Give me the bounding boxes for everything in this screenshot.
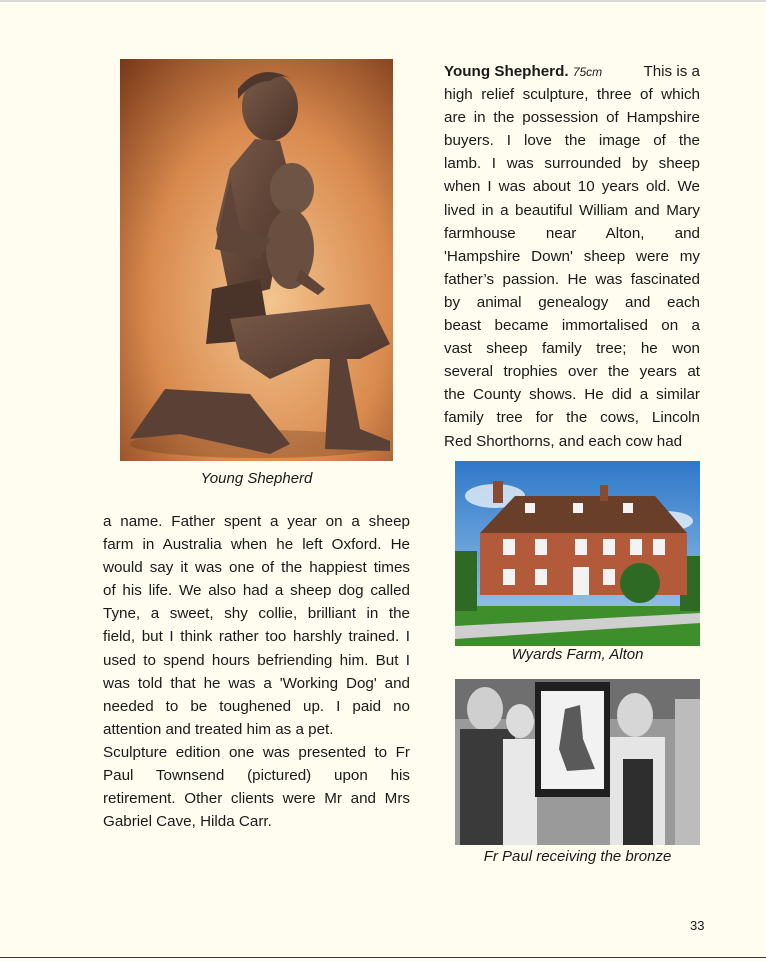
article-line: farm in Australia when he left Oxford. He	[103, 536, 410, 554]
article-line: Tyne, a sweet, shy collie, brilliant in the	[103, 605, 410, 623]
article-line: retirement. Other clients were Mr and Mrs	[103, 790, 410, 808]
article-line: needed to be toughened up. I paid no	[103, 697, 410, 715]
article-line: Paul Townsend (pictured) upon his	[103, 767, 410, 785]
article-line: a name. Father spent a year on a sheep	[103, 513, 410, 530]
wyards-farm-caption: Wyards Farm, Alton	[511, 646, 644, 663]
top-rule	[0, 0, 766, 2]
article-line: Red Shorthorns, and each cow had	[444, 432, 683, 450]
bronze-caption: Fr Paul receiving the bronze	[483, 848, 672, 865]
article-line: farmhouse near Alton, and	[444, 224, 700, 242]
article-line: when I was about 10 years old. We	[444, 178, 700, 196]
article-line: lived in a beautiful William and Mary	[444, 201, 700, 219]
article-title: Young Shepherd. 75cm	[444, 63, 603, 80]
article-line: father’s passion. He was fascinated	[444, 270, 700, 288]
article-line: attention and treated him as a pet.	[103, 720, 334, 738]
bronze-presentation-photo	[455, 679, 700, 845]
article-line: field, but I think rather too harshly trained. I	[103, 628, 410, 646]
article-line: used to spend hours befriending him. But I	[103, 651, 410, 669]
article-lines-left	[103, 510, 410, 833]
article-line-right-0: Young Shepherd. 75cm This is a	[444, 60, 700, 83]
article-line: 'Hampshire Down' sheep were my	[444, 247, 700, 265]
young-shepherd-photo	[120, 59, 393, 461]
article-line: would say it was one of the happiest times	[103, 559, 410, 577]
article-line: family tree for the cows, Lincoln	[444, 409, 700, 427]
page-number: 33	[690, 918, 705, 933]
sculpture-size: 75cm	[572, 65, 603, 79]
article-line: the County shows. He did a similar	[444, 386, 700, 404]
article-line: buyers. I love the image of the	[444, 132, 700, 150]
article-line: of his life. We also had a sheep dog called	[103, 582, 410, 600]
article-line: several trophies over the years at	[444, 363, 700, 381]
article-text-right	[444, 60, 700, 83]
article-line: vast sheep family tree; he won	[444, 340, 700, 358]
bottom-rule	[0, 957, 766, 958]
article-line: beast became immortalised on a	[444, 317, 700, 335]
article-line: by animal genealogy and each	[444, 293, 700, 311]
article-line: was told that he was a 'Working Dog' and	[103, 674, 410, 692]
young-shepherd-caption: Young Shepherd	[200, 470, 313, 487]
article-line: Sculpture edition one was presented to Fr	[103, 743, 410, 761]
article-line: high relief sculpture, three of which	[444, 86, 700, 104]
article-lines-right	[444, 83, 700, 453]
article-line: are in the possession of Hampshire	[444, 109, 700, 127]
wyards-farm-photo	[455, 461, 700, 646]
article-line: Gabriel Cave, Hilda Carr.	[103, 813, 272, 831]
article-line: lamb. I was surrounded by sheep	[444, 155, 700, 173]
